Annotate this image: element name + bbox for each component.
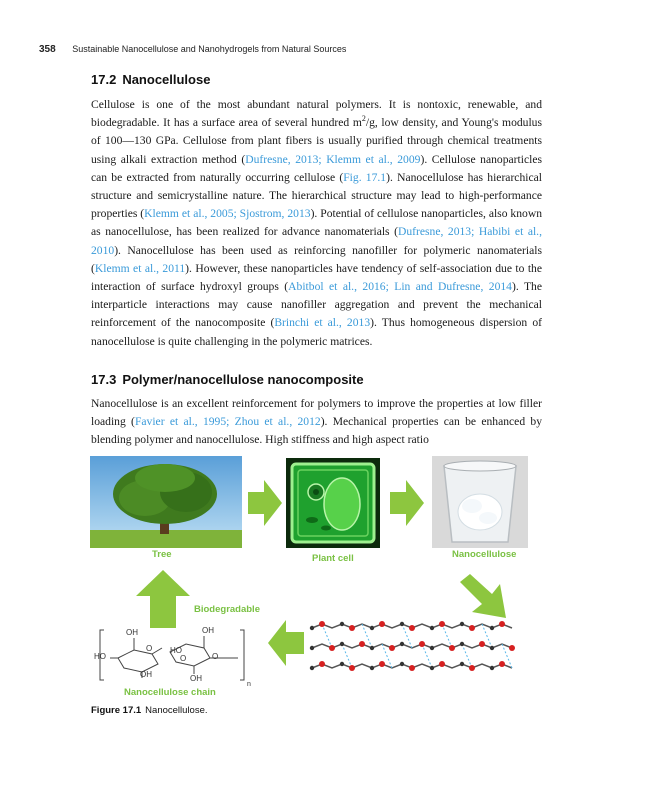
label-plant-cell: Plant cell	[312, 553, 354, 564]
citation-link[interactable]: Klemm et al., 2005; Sjostrom, 2013	[144, 207, 311, 221]
figure-17-1	[90, 456, 550, 700]
section-number: 17.3	[91, 372, 117, 387]
arrow-right-icon	[390, 478, 424, 528]
caption-label: Figure 17.1	[91, 705, 142, 716]
section-title: Polymer/nanocellulose nanocomposite	[122, 372, 364, 387]
label-nanocellulose: Nanocellulose	[452, 549, 517, 560]
section-heading-17-3	[91, 372, 364, 387]
tree-image	[90, 456, 242, 548]
citation-link[interactable]: Dufresne, 2013; Klemm et al., 2009	[245, 152, 421, 166]
text-run: ). Potential of cellulose nanoparticles, also known as nanocellulose, has been realized for advance nanomaterials (	[91, 207, 542, 239]
text-run: ). However, these nanoparticles have tendency of self-association due to the interaction of surface hydroxyl groups (	[91, 261, 542, 294]
figure-caption	[91, 705, 208, 716]
superscript: 2	[361, 114, 366, 124]
chem-ho: HO	[94, 652, 106, 661]
chem-oh: OH	[140, 670, 152, 679]
chem-n: n	[247, 681, 251, 688]
text-run: ). Nanocellulose has been used as reinforcing nanofiller for polymeric nanomaterials (	[91, 243, 542, 275]
chem-o: O	[146, 644, 153, 653]
chem-oh: OH	[190, 674, 202, 683]
plant-cell-image	[286, 458, 380, 548]
chem-oh: OH	[202, 626, 214, 635]
arrow-right-icon	[248, 478, 282, 528]
nanocellulose-cup-image	[432, 456, 528, 548]
section-title: Nanocellulose	[122, 72, 211, 87]
label-tree: Tree	[152, 549, 172, 560]
text-run: Nanocellulose is an excellent reinforcement for polymers to improve the properties at low filler loading (	[91, 397, 542, 429]
text-run: ). Thus homogeneous dispersion of nanocellulose is quite challenging in the polymeric matrices.	[91, 316, 542, 348]
section-number: 17.2	[91, 72, 117, 87]
citation-link[interactable]: Abitbol et al., 2016; Lin and Dufresne, 2014	[288, 280, 512, 294]
text-run: /g, low density, and Young's modulus of 100—130 GPa. Cellulose from plant fibers is usually purified through chemical treatments using alkali extraction method (	[91, 116, 542, 166]
arrow-down-right-icon	[458, 572, 512, 622]
molecular-model-image	[308, 616, 518, 682]
citation-link[interactable]: Klemm et al., 2011	[94, 261, 186, 275]
paragraph-nanocellulose	[91, 96, 542, 351]
cellulose-structure-diagram	[98, 624, 258, 686]
label-nanocellulose-chain: Nanocellulose chain	[124, 687, 216, 698]
arrow-up-icon	[136, 570, 190, 628]
citation-link[interactable]: Dufresne, 2013; Habibi et al., 2010	[91, 225, 542, 257]
citation-link[interactable]: Favier et al., 1995; Zhou et al., 2012	[134, 415, 321, 429]
chem-oh: OH	[126, 628, 138, 637]
chem-o: O	[212, 652, 219, 661]
text-run: Cellulose is one of the most abundant natural polymers. It is nontoxic, renewable, and biodegradable. It has a surface area of several hundred m	[91, 98, 542, 130]
caption-text: Nanocellulose.	[145, 705, 208, 716]
paragraph-nanocomposite	[91, 395, 542, 450]
figure-reference-link[interactable]: Fig. 17.1	[343, 170, 387, 184]
chem-o: O	[180, 654, 187, 663]
section-heading-17-2	[91, 72, 210, 87]
text-run: ). Cellulose nanoparticles can be extracted from naturally occurring cellulose (	[91, 152, 542, 184]
text-run: ). Mechanical properties can be enhanced by blending polymer and nanocellulose. High stiffness and high aspect ratio	[91, 415, 542, 447]
text-run: ). The interparticle interactions may cause nanofiller aggregation and prevent the mechanical reinforcement of the nanocomposite (	[91, 280, 542, 330]
label-biodegradable: Biodegradable	[194, 604, 260, 615]
chem-ho: HO	[170, 646, 182, 655]
running-title: Sustainable Nanocellulose and Nanohydrogels from Natural Sources	[72, 44, 347, 54]
text-run: ). Nanocellulose has hierarchical structure and semicrystalline nature. The hierarchical structure may lead to high-performance properties (	[91, 170, 542, 221]
citation-link[interactable]: Brinchi et al., 2013	[274, 316, 371, 330]
running-header	[39, 44, 346, 55]
arrow-left-icon	[268, 618, 304, 668]
page-number: 358	[39, 44, 56, 55]
